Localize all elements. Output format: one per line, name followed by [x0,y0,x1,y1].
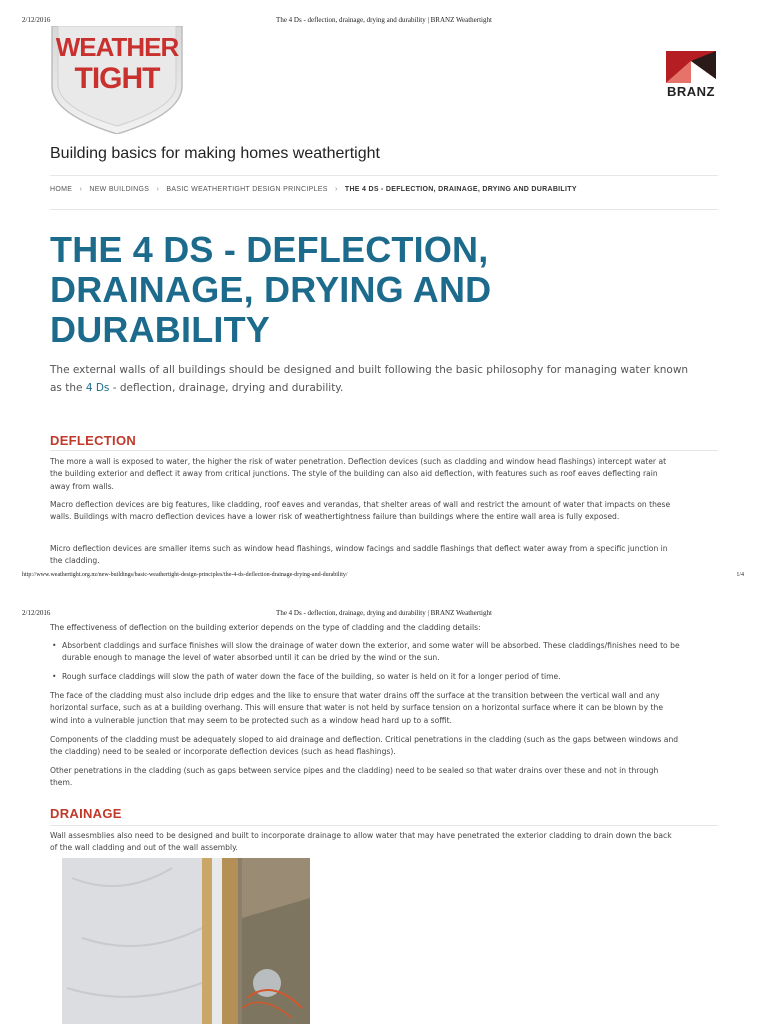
breadcrumb-design-principles[interactable]: BASIC WEATHERTIGHT DESIGN PRINCIPLES [166,186,328,193]
deflection-paragraph-3: Micro deflection devices are smaller items such as window head flashings, window facings and saddle flashings that deflect water away from a specific junction in the cladding. [50,544,668,566]
divider [50,825,718,826]
intro-paragraph [50,361,690,397]
print-date: 2/12/2016 [22,609,51,617]
breadcrumb-home[interactable]: HOME [50,186,73,193]
print-title: The 4 Ds - deflection, drainage, drying and durability | BRANZ Weathertight [276,609,492,617]
list-item: • Rough surface claddings will slow the path of water down the face of the building, so water is held on it for a longer period of time. [50,671,680,683]
svg-text:TIGHT: TIGHT [74,62,160,95]
print-title: The 4 Ds - deflection, drainage, drying and durability | BRANZ Weathertight [276,16,492,24]
intro-text-end: - deflection, drainage, drying and durability. [109,382,344,394]
site-tagline: Building basics for making homes weathertight [50,145,380,162]
branz-wordmark: BRANZ [667,84,715,99]
4ds-link[interactable]: 4 Ds [85,382,110,394]
deflection-paragraph-5: The face of the cladding must also include drip edges and the like to ensure that water drains off the surface at the transition between the vertical wall and any horizontal surface, such as at a building overhang. This will ensure that water is not held by surface tension on a horizontal surface where it can be blown by the wind into a vulnerable junction that may seem to be protected such as a window head hard up to a soffit. [50,691,663,725]
deflection-paragraph-1: The more a wall is exposed to water, the higher the risk of water penetration. Deflection devices (such as cladding and window head flashings) intercept water at the building exterior and deflect it away from critical junctions. The style of the building can also aid deflection, with features such as roof eaves deflecting rain away from walls. [50,457,667,491]
divider [50,450,718,451]
breadcrumb-current: THE 4 DS - DEFLECTION, DRAINAGE, DRYING AND DURABILITY [344,186,577,193]
deflection-paragraph-6: Components of the cladding must be adequately sloped to aid drainage and deflection. Critical penetrations in the cladding (such as the gaps between windows and the cladding) need to be sealed or incorporate deflection devices (such as head flashings). [50,735,679,757]
print-page-number: 1/4 [736,572,744,578]
breadcrumb [50,186,577,193]
divider [50,175,718,176]
deflection-paragraph-2: Macro deflection devices are big features, like cladding, roof eaves and verandas, that shelter areas of wall and restrict the amount of water that impacts on these walls. Buildings with macro deflection devices have a lower risk of weathertightness failure than buildings where the entire wall area is fully exposed. [50,500,671,522]
drainage-photo [62,858,310,1024]
intro-text: The external walls of all buildings should be designed and built following the basic philosophy for managing water known as the [50,364,689,394]
print-header [0,609,768,623]
breadcrumb-new-buildings[interactable]: NEW BUILDINGS [89,186,150,193]
divider [50,209,718,210]
deflection-heading: DEFLECTION [50,433,137,448]
deflection-paragraph-7: Other penetrations in the cladding (such as gaps between service pipes and the cladding) need to be sealed so that water drains over these and not in through them. [50,766,659,788]
weathertight-logo[interactable] [50,26,184,134]
page-title: THE 4 DS - DEFLECTION, DRAINAGE, DRYING AND DURABILITY [50,229,492,350]
drainage-paragraph-1: Wall assesmblies also need to be designed and built to incorporate drainage to allow water that may have penetrated the exterior cladding to drain down the back of the wall cladding and out of the wall assembly. [50,831,672,853]
cladding-list [50,640,680,689]
chevron-right-icon: › [79,186,83,193]
print-url: http://www.weathertight.org.nz/new-buildings/basic-weathertight-design-principles/the-4-ds-deflection-drainage-drying-and-durability/ [22,572,348,578]
print-footer [0,572,768,584]
print-date: 2/12/2016 [22,16,51,24]
drainage-heading: DRAINAGE [50,806,122,821]
deflection-paragraph-4: The effectiveness of deflection on the building exterior depends on the type of cladding and the cladding details: [50,623,481,632]
svg-text:WEATHER: WEATHER [55,32,179,62]
list-item: • Absorbent claddings and surface finishes will slow the drainage of water down the exterior, and some water will be absorbed. These claddings/finishes need to be durable enough to manage the level of water absorbed until it can be dried by the wind or the sun. [50,640,680,665]
chevron-right-icon: › [334,186,338,193]
chevron-right-icon: › [156,186,160,193]
